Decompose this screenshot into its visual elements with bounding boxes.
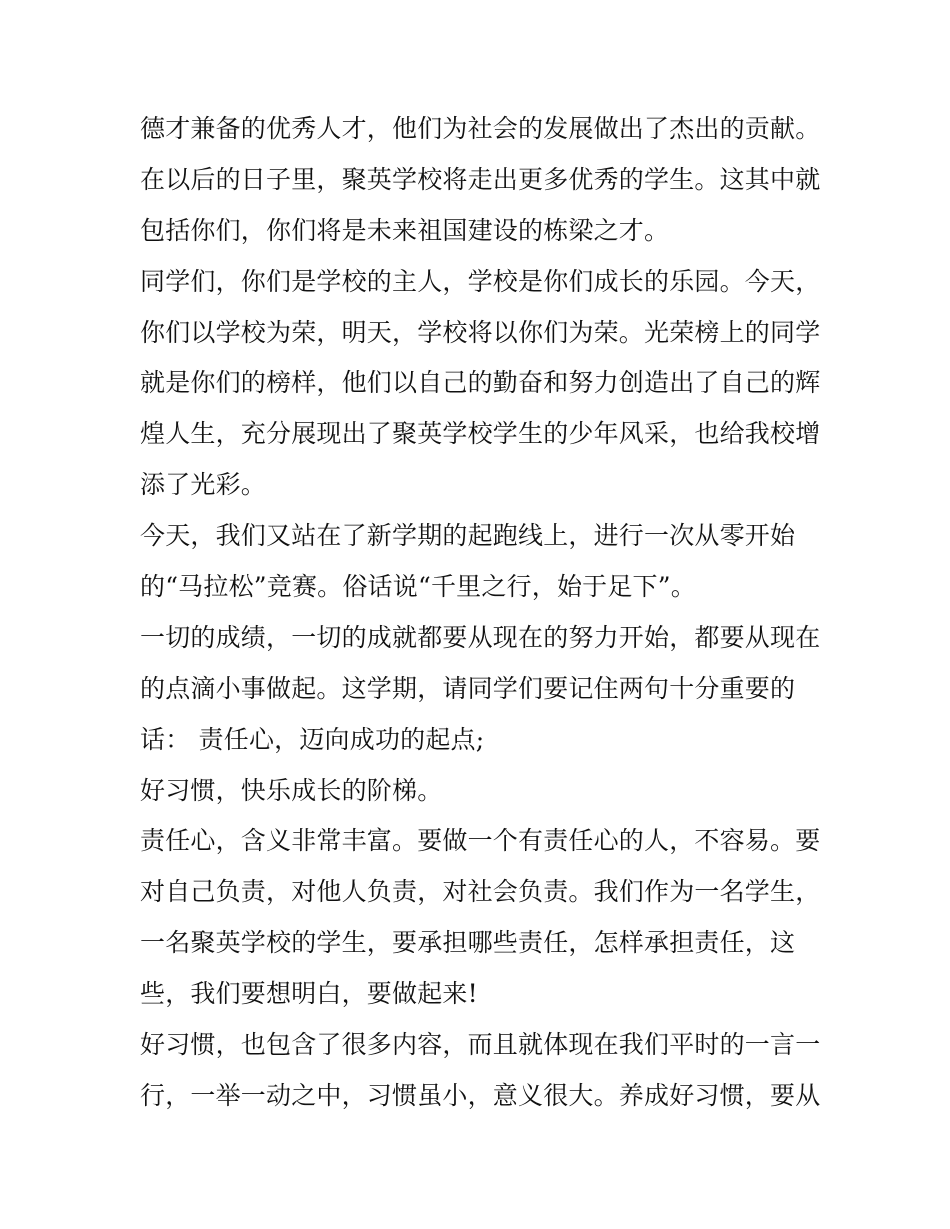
text-line: 同学们，你们是学校的主人，学校是你们成长的乐园。今天，	[140, 266, 821, 296]
text-line: 行，一举一动之中，习惯虽小，意义很大。养成好习惯，要从	[140, 1080, 821, 1110]
text-line: 些，我们要想明白，要做起来!	[140, 979, 478, 1009]
text-line: 德才兼备的优秀人才，他们为社会的发展做出了杰出的贡献。	[140, 114, 821, 143]
text-line: 一名聚英学校的学生，要承担哪些责任，怎样承担责任，这	[140, 928, 796, 958]
text-line: 的点滴小事做起。这学期，请同学们要记住两句十分重要的	[140, 673, 796, 703]
text-line: 你们以学校为荣，明天，学校将以你们为荣。光荣榜上的同学	[140, 317, 821, 347]
text-line: 好习惯，快乐成长的阶梯。	[140, 775, 443, 805]
text-line: 的“马拉松”竞赛。俗话说“千里之行，始于足下”。	[140, 572, 696, 602]
text-line: 在以后的日子里，聚英学校将走出更多优秀的学生。这其中就	[140, 164, 821, 194]
text-line: 就是你们的榜样，他们以自己的勤奋和努力创造出了自己的辉	[140, 368, 821, 398]
text-line: 对自己负责，对他人负责，对社会负责。我们作为一名学生，	[140, 877, 821, 907]
text-line: 煌人生，充分展现出了聚英学校学生的少年风采，也给我校增	[140, 419, 821, 449]
text-line: 好习惯，也包含了很多内容，而且就体现在我们平时的一言一	[140, 1030, 821, 1060]
text-line: 一切的成绩，一切的成就都要从现在的努力开始，都要从现在	[140, 622, 821, 652]
text-line: 责任心，含义非常丰富。要做一个有责任心的人，不容易。要	[140, 826, 821, 856]
document-body	[140, 104, 830, 1122]
text-line: 添了光彩。	[140, 470, 267, 500]
text-line: 话： 责任心，迈向成功的起点;	[140, 724, 485, 754]
text-line: 今天，我们又站在了新学期的起跑线上，进行一次从零开始	[140, 521, 796, 551]
text-line: 包括你们，你们将是未来祖国建设的栋梁之才。	[140, 215, 670, 245]
